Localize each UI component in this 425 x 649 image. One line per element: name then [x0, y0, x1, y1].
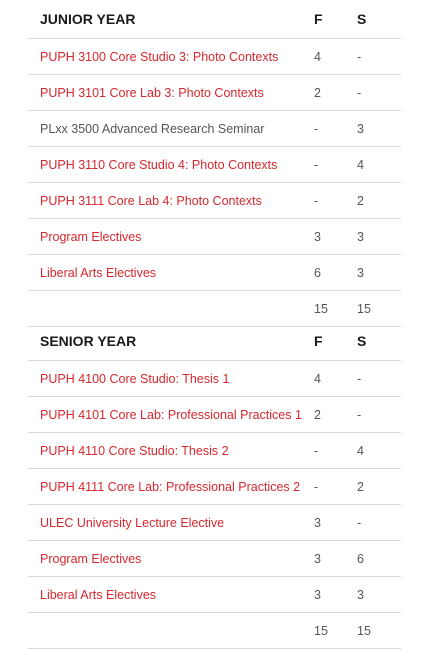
fall-credits: -: [314, 183, 357, 219]
fall-credits: -: [314, 111, 357, 147]
fall-total: 15: [314, 613, 357, 649]
senior-year-table: [28, 322, 401, 649]
course-link[interactable]: PUPH 4100 Core Studio: Thesis 1: [28, 361, 314, 397]
fall-credits: 3: [314, 577, 357, 613]
fall-column-header: F: [314, 322, 357, 361]
table-row: [28, 361, 401, 397]
fall-credits: 6: [314, 255, 357, 291]
fall-total: 15: [314, 291, 357, 327]
fall-credits: 2: [314, 397, 357, 433]
table-row: [28, 433, 401, 469]
senior-year-title: SENIOR YEAR: [28, 322, 314, 361]
course-name: PLxx 3500 Advanced Research Seminar: [28, 111, 314, 147]
spring-credits: 4: [357, 147, 401, 183]
table-row: [28, 541, 401, 577]
table-row: [28, 219, 401, 255]
course-link[interactable]: PUPH 3100 Core Studio 3: Photo Contexts: [28, 39, 314, 75]
spring-total: 15: [357, 613, 401, 649]
spring-column-header: S: [357, 322, 401, 361]
table-row: [28, 505, 401, 541]
junior-year-header: [28, 0, 401, 39]
spring-credits: 3: [357, 219, 401, 255]
junior-year-title: JUNIOR YEAR: [28, 0, 314, 39]
fall-credits: 4: [314, 361, 357, 397]
table-row: [28, 147, 401, 183]
table-row: [28, 39, 401, 75]
course-link[interactable]: Program Electives: [28, 219, 314, 255]
table-row: [28, 577, 401, 613]
course-link[interactable]: Liberal Arts Electives: [28, 577, 314, 613]
spring-credits: -: [357, 39, 401, 75]
table-row: [28, 397, 401, 433]
fall-credits: 3: [314, 541, 357, 577]
junior-year-table: [28, 0, 401, 327]
table-row: [28, 75, 401, 111]
fall-credits: 4: [314, 39, 357, 75]
course-link[interactable]: Liberal Arts Electives: [28, 255, 314, 291]
fall-credits: -: [314, 433, 357, 469]
fall-credits: -: [314, 147, 357, 183]
course-link[interactable]: PUPH 3110 Core Studio 4: Photo Contexts: [28, 147, 314, 183]
fall-credits: 3: [314, 219, 357, 255]
spring-credits: -: [357, 75, 401, 111]
senior-year-header: [28, 322, 401, 361]
spring-credits: -: [357, 505, 401, 541]
course-link[interactable]: Program Electives: [28, 541, 314, 577]
fall-credits: -: [314, 469, 357, 505]
course-link[interactable]: PUPH 3111 Core Lab 4: Photo Contexts: [28, 183, 314, 219]
table-row: [28, 469, 401, 505]
course-link[interactable]: ULEC University Lecture Elective: [28, 505, 314, 541]
course-link[interactable]: PUPH 4110 Core Studio: Thesis 2: [28, 433, 314, 469]
spring-credits: 3: [357, 255, 401, 291]
fall-column-header: F: [314, 0, 357, 39]
spring-credits: 6: [357, 541, 401, 577]
total-row: [28, 613, 401, 649]
course-link[interactable]: PUPH 4111 Core Lab: Professional Practices 2: [28, 469, 314, 505]
total-label-cell: [28, 613, 314, 649]
spring-credits: 2: [357, 183, 401, 219]
table-row: [28, 255, 401, 291]
spring-column-header: S: [357, 0, 401, 39]
course-link[interactable]: PUPH 3101 Core Lab 3: Photo Contexts: [28, 75, 314, 111]
spring-credits: 2: [357, 469, 401, 505]
spring-credits: -: [357, 397, 401, 433]
spring-total: 15: [357, 291, 401, 327]
table-row: [28, 183, 401, 219]
spring-credits: 3: [357, 577, 401, 613]
spring-credits: -: [357, 361, 401, 397]
spring-credits: 4: [357, 433, 401, 469]
fall-credits: 2: [314, 75, 357, 111]
course-link[interactable]: PUPH 4101 Core Lab: Professional Practices 1: [28, 397, 314, 433]
fall-credits: 3: [314, 505, 357, 541]
table-row: [28, 111, 401, 147]
spring-credits: 3: [357, 111, 401, 147]
